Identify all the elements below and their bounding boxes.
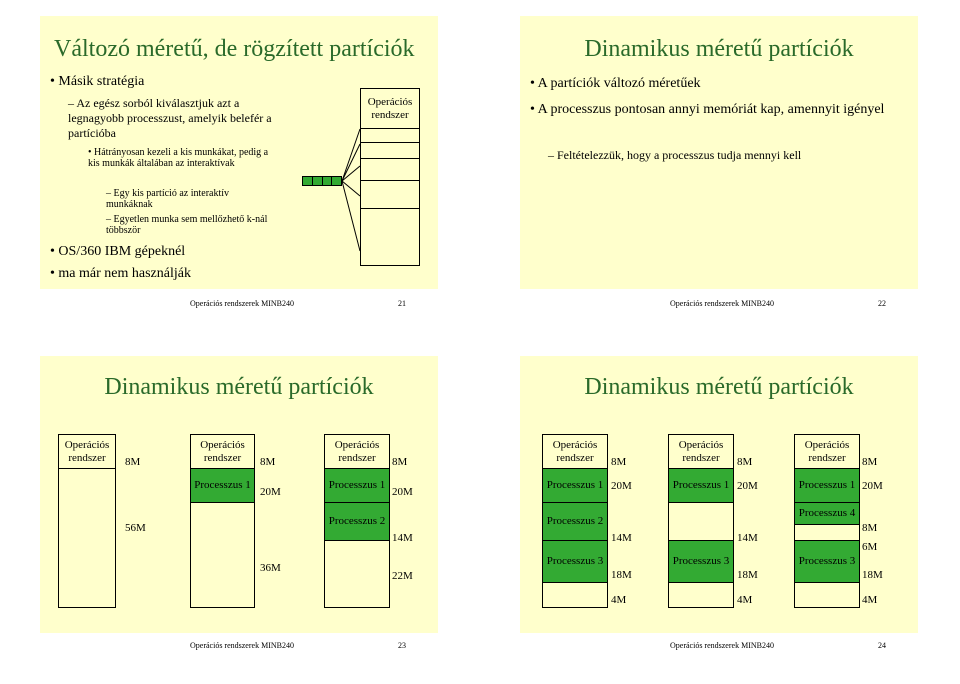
size-label: 22M bbox=[392, 570, 413, 582]
free-cell bbox=[795, 583, 859, 609]
footer-text: Operációs rendszerek MINB240 bbox=[670, 299, 774, 308]
size-label: 6M bbox=[862, 541, 878, 553]
size-label: 56M bbox=[125, 522, 146, 534]
memory-column-2 bbox=[190, 434, 255, 608]
size-label: 4M bbox=[862, 594, 878, 606]
page-number: 24 bbox=[878, 641, 886, 650]
page-22 bbox=[482, 2, 958, 338]
size-label: 8M bbox=[737, 456, 753, 468]
process-cell: Processzus 3 bbox=[669, 541, 733, 583]
process-cell: Processzus 1 bbox=[543, 469, 607, 503]
size-label: 14M bbox=[392, 532, 413, 544]
bullet-2a: – Feltételezzük, hogy a processzus tudja mennyi kell bbox=[548, 148, 802, 162]
memory-column-1 bbox=[58, 434, 116, 608]
size-label: 4M bbox=[611, 594, 627, 606]
process-cell: Processzus 2 bbox=[325, 503, 389, 541]
free-cell bbox=[669, 503, 733, 541]
slide-title: Dinamikus méretű partíciók bbox=[584, 36, 854, 62]
size-label: 8M bbox=[125, 456, 141, 468]
size-label: 20M bbox=[392, 486, 413, 498]
process-cell: Processzus 1 bbox=[669, 469, 733, 503]
memory-column-3 bbox=[324, 434, 390, 608]
process-cell: Processzus 2 bbox=[543, 503, 607, 541]
bullet-2: • A processzus pontosan annyi memóriát kap, amennyit igényel bbox=[530, 102, 885, 117]
slide-title: Dinamikus méretű partíciók bbox=[584, 374, 854, 400]
os-cell: Operációs rendszer bbox=[59, 435, 115, 469]
size-label: 14M bbox=[611, 532, 632, 544]
process-cell: Processzus 1 bbox=[325, 469, 389, 503]
size-label: 20M bbox=[611, 480, 632, 492]
size-label: 20M bbox=[862, 480, 883, 492]
slide-24 bbox=[520, 356, 918, 633]
memory-column-1 bbox=[542, 434, 608, 608]
size-label: 36M bbox=[260, 562, 281, 574]
free-cell bbox=[795, 525, 859, 541]
os-cell: Operációs rendszer bbox=[361, 89, 419, 129]
process-cell: Processzus 1 bbox=[191, 469, 254, 503]
size-label: 18M bbox=[737, 569, 758, 581]
page-number: 21 bbox=[398, 299, 406, 308]
size-label: 14M bbox=[737, 532, 758, 544]
os-cell: Operációs rendszer bbox=[669, 435, 733, 469]
slide-title: Dinamikus méretű partíciók bbox=[104, 374, 374, 400]
size-label: 8M bbox=[862, 456, 878, 468]
free-cell bbox=[543, 583, 607, 609]
page-number: 22 bbox=[878, 299, 886, 308]
os-cell: Operációs rendszer bbox=[543, 435, 607, 469]
page-24 bbox=[482, 344, 958, 682]
os-cell: Operációs rendszer bbox=[325, 435, 389, 469]
bullet-3: • ma már nem használják bbox=[50, 266, 191, 281]
page-number: 23 bbox=[398, 641, 406, 650]
slide-21 bbox=[40, 16, 438, 289]
bullet-1a1: • Hátrányosan kezeli a kis munkákat, pedig a kis munkák általában az interaktívak bbox=[88, 147, 269, 169]
size-label: 18M bbox=[611, 569, 632, 581]
page-23 bbox=[2, 344, 478, 682]
bullet-1a1b: – Egyetlen munka sem mellőzhető k-nál többször bbox=[106, 214, 268, 236]
memory-column-2 bbox=[668, 434, 734, 608]
size-label: 18M bbox=[862, 569, 883, 581]
process-cell: Processzus 3 bbox=[543, 541, 607, 583]
footer-text: Operációs rendszerek MINB240 bbox=[190, 299, 294, 308]
free-cell bbox=[669, 583, 733, 609]
footer-text: Operációs rendszerek MINB240 bbox=[190, 641, 294, 650]
size-label: 8M bbox=[260, 456, 276, 468]
bullet-1a1a: – Egy kis partíció az interaktív munkáknak bbox=[106, 188, 230, 210]
size-label: 8M bbox=[392, 456, 408, 468]
free-cell bbox=[59, 469, 115, 609]
process-cell: Processzus 4 bbox=[795, 503, 859, 525]
size-label: 8M bbox=[862, 522, 878, 534]
bullet-2: • OS/360 IBM gépeknél bbox=[50, 244, 186, 259]
bullet-1: • A partíciók változó méretűek bbox=[530, 76, 701, 91]
free-cell bbox=[325, 541, 389, 609]
memory-column-3 bbox=[794, 434, 860, 608]
queue-lines bbox=[40, 16, 438, 289]
footer-text: Operációs rendszerek MINB240 bbox=[670, 641, 774, 650]
size-label: 8M bbox=[611, 456, 627, 468]
free-cell bbox=[191, 503, 254, 609]
os-cell: Operációs rendszer bbox=[795, 435, 859, 469]
size-label: 20M bbox=[737, 480, 758, 492]
slide-title: Változó méretű, de rögzített partíciók bbox=[54, 36, 415, 62]
size-label: 20M bbox=[260, 486, 281, 498]
slide-23 bbox=[40, 356, 438, 633]
process-cell: Processzus 1 bbox=[795, 469, 859, 503]
bullet-1a: – Az egész sorból kiválasztjuk azt a legnagyobb processzust, amelyik belefér a partícióba bbox=[68, 96, 272, 140]
size-label: 4M bbox=[737, 594, 753, 606]
slide-22 bbox=[520, 16, 918, 289]
page-21 bbox=[2, 2, 478, 338]
bullet-1: • Másik stratégia bbox=[50, 74, 145, 89]
os-cell: Operációs rendszer bbox=[191, 435, 254, 469]
process-cell: Processzus 3 bbox=[795, 541, 859, 583]
